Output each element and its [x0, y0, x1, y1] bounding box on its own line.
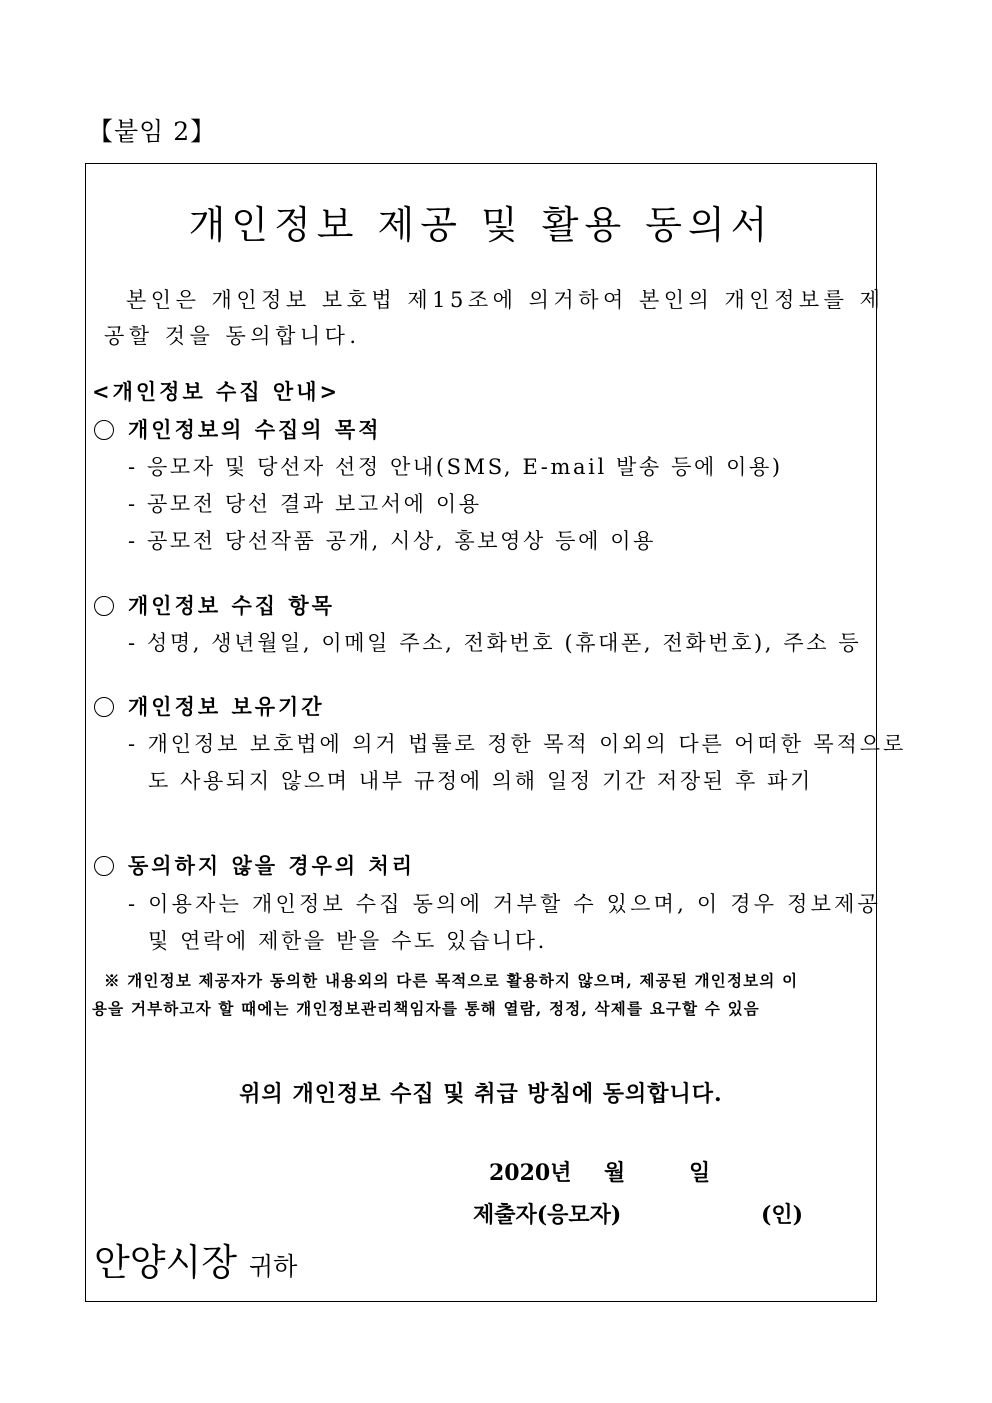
circle-bullet-icon — [94, 697, 114, 717]
intro-line-2: 공할 것을 동의합니다. — [104, 324, 361, 348]
section-retention-heading — [94, 691, 325, 721]
section-heading-text: 개인정보 보유기간 — [128, 694, 325, 719]
circle-bullet-icon — [94, 596, 114, 616]
recipient — [94, 1232, 297, 1286]
section-item: - 공모전 당선 결과 보고서에 이용 — [128, 492, 482, 516]
circle-bullet-icon — [94, 420, 114, 440]
date-month: 월 — [604, 1160, 626, 1186]
section-item: - 이용자는 개인정보 수집 동의에 거부할 수 있으며, 이 경우 정보제공 — [128, 892, 882, 916]
note-line-2: 용을 거부하고자 할 때에는 개인정보관리책임자를 통해 열람, 정정, 삭제를 요구할 수 있음 — [92, 999, 760, 1018]
section-heading-text: 개인정보 수집 항목 — [128, 593, 335, 618]
section-heading-text: 동의하지 않을 경우의 처리 — [128, 853, 416, 878]
submitter-label: 제출자(응모자) — [473, 1202, 622, 1228]
date-day: 일 — [689, 1160, 711, 1186]
date-year: 2020년 — [489, 1160, 572, 1186]
section-item: - 응모자 및 당선자 선정 안내(SMS, E-mail 발송 등에 이용) — [128, 455, 783, 479]
intro-line-1: 본인은 개인정보 보호법 제15조에 의거하여 본인의 개인정보를 제 — [126, 288, 885, 312]
section-item: - 공모전 당선작품 공개, 시상, 홍보영상 등에 이용 — [128, 529, 657, 553]
recipient-name: 안양시장 — [94, 1241, 237, 1284]
recipient-suffix: 귀하 — [248, 1252, 298, 1281]
form-title: 개인정보 제공 및 활용 동의서 — [188, 203, 774, 247]
note-line-1: ※ 개인정보 제공자가 동의한 내용외의 다른 목적으로 활용하지 않으며, 제공된 개인정보의 이 — [104, 971, 799, 990]
seal-mark: (인) — [761, 1202, 804, 1228]
section-item: - 개인정보 보호법에 의거 법률로 정한 목적 이외의 다른 어떠한 목적으로 — [128, 732, 907, 756]
attachment-label: 【붙임 2】 — [88, 117, 217, 146]
section-heading-text: 개인정보의 수집의 목적 — [128, 417, 382, 442]
section-purpose-heading — [94, 414, 381, 444]
guide-heading: <개인정보 수집 안내> — [92, 379, 341, 404]
circle-bullet-icon — [94, 856, 114, 876]
section-item: 및 연락에 제한을 받을 수도 있습니다. — [148, 929, 547, 953]
section-items-heading — [94, 590, 335, 620]
agreement-statement: 위의 개인정보 수집 및 취급 방침에 동의합니다. — [239, 1081, 723, 1107]
section-item: - 성명, 생년월일, 이메일 주소, 전화번호 (휴대폰, 전화번호), 주소 등 — [128, 631, 862, 655]
section-item: 도 사용되지 않으며 내부 규정에 의해 일정 기간 저장된 후 파기 — [148, 769, 813, 793]
consent-form-box — [85, 163, 907, 1302]
section-refusal-heading — [94, 850, 415, 880]
